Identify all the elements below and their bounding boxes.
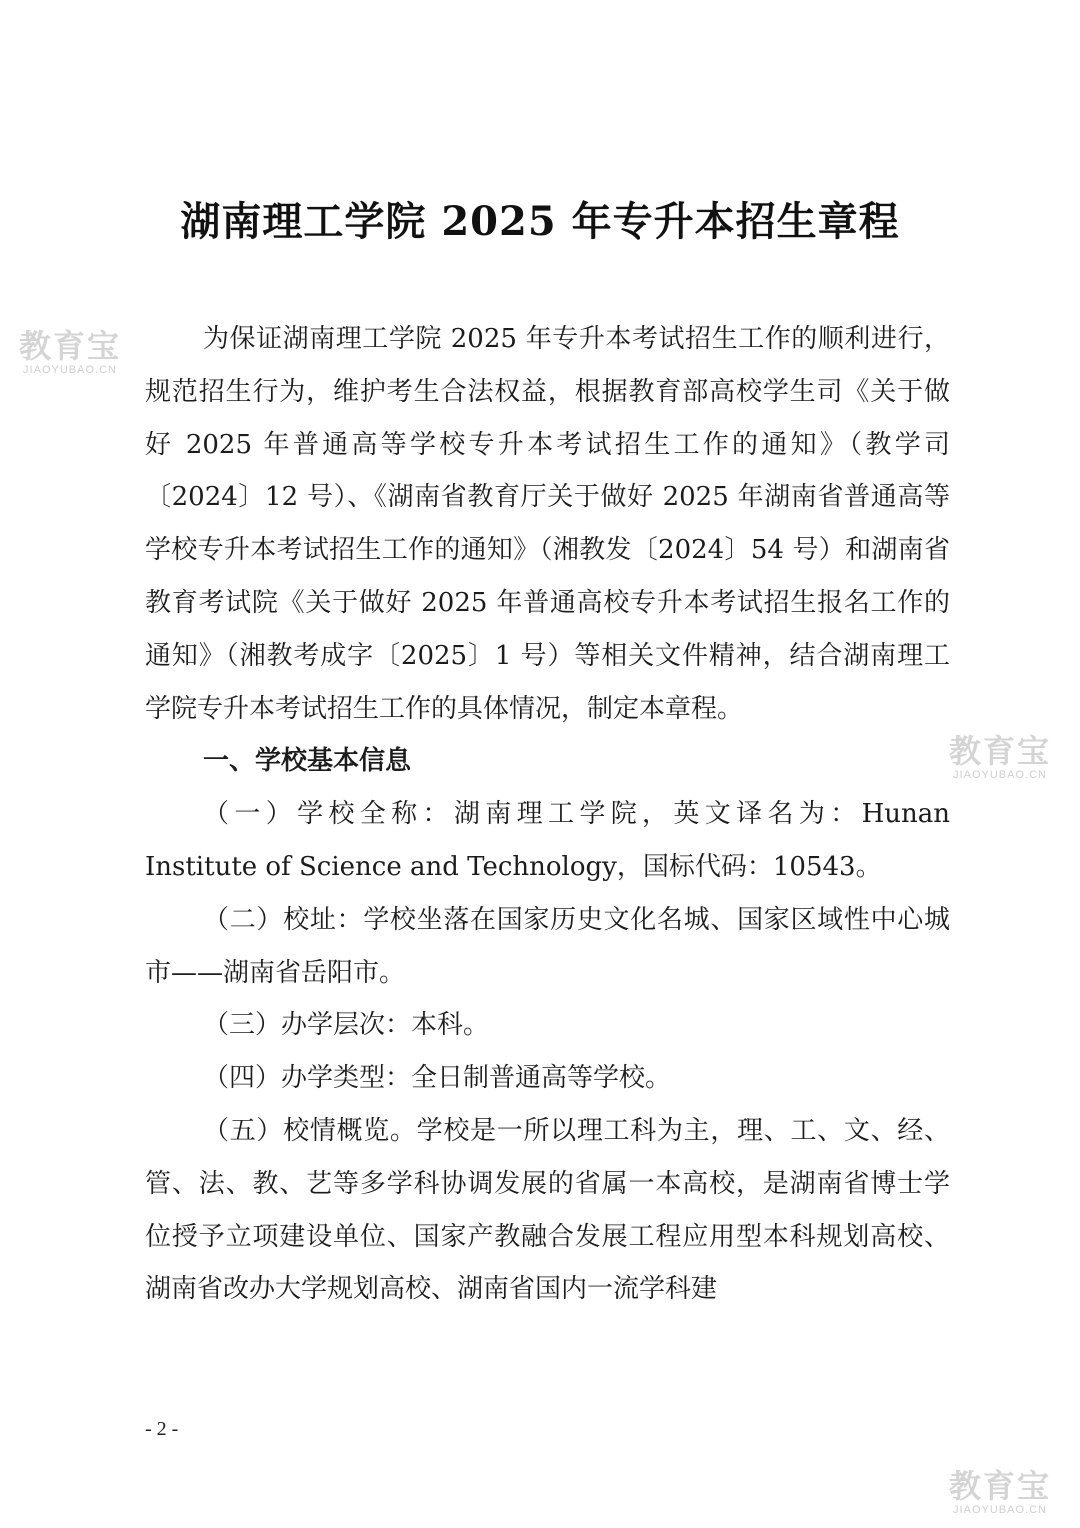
school-type-paragraph: （四）办学类型：全日制普通高等学校。 <box>203 1063 672 1094</box>
watermark-logo: 教育宝 <box>948 1467 1051 1505</box>
page-number: - 2 - <box>145 1418 179 1440</box>
watermark <box>935 732 1065 781</box>
school-level-paragraph: （三）办学层次：本科。 <box>203 1010 490 1041</box>
section-heading: 一、学校基本信息 <box>203 746 412 777</box>
watermark-url: JIAOYUBAO.CN <box>953 1504 1047 1516</box>
school-overview-paragraph: （五）校情概览。学校是一所以理工科为主，理、工、文、经、管、法、教、艺等多学科协调发展的省属一本高校，是湖南省博士学位授予立项建设单位、国家产教融合发展工程应用型本科规划高校、湖南省改办大学规划高校、湖南省国内一流学科建 <box>145 1115 950 1305</box>
school-address-paragraph: （二）校址：学校坐落在国家历史文化名城、国家区域性中心城市——湖南省岳阳市。 <box>145 904 950 988</box>
watermark-logo: 教育宝 <box>18 327 121 365</box>
watermark <box>5 327 135 376</box>
document-title: 湖南理工学院 2025 年专升本招生章程 <box>180 198 900 245</box>
school-name-paragraph: （一）学校全称：湖南理工学院，英文译名为：Hunan Institute of Science and Technology，国标代码：10543。 <box>145 799 950 882</box>
document-body <box>145 313 950 1316</box>
watermark-logo: 教育宝 <box>948 732 1051 770</box>
watermark <box>935 1467 1065 1516</box>
watermark-url: JIAOYUBAO.CN <box>953 769 1047 781</box>
watermark-url: JIAOYUBAO.CN <box>23 364 117 376</box>
intro-paragraph: 为保证湖南理工学院 2025 年专升本考试招生工作的顺利进行，规范招生行为，维护考生合法权益，根据教育部高校学生司《关于做好 2025 年普通高等学校专升本考试招生工作的通知》（教学司〔2024〕12 号）、《湖南省教育厅关于做好 2025 年湖南省普通高等学校专升本考试招生工作的通知》（湘教发〔2024〕54 号）和湖南省教育考试院《关于做好 2025 年普通高校专升本考试招生报名工作的通知》（湘教考成字〔2025〕1 号）等相关文件精神，结合湖南理工学院专升本考试招生工作的具体情况，制定本章程。 <box>145 324 950 724</box>
